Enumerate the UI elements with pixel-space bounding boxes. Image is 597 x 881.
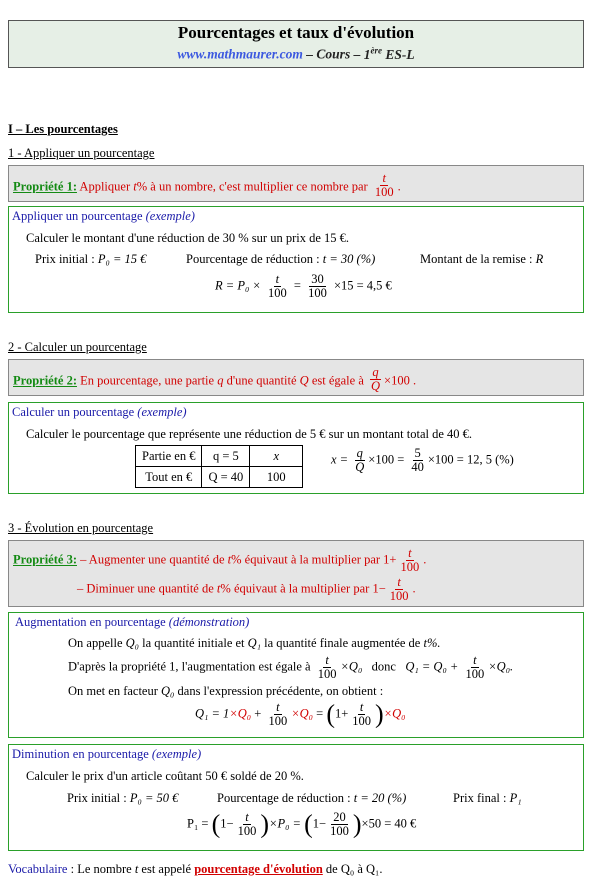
- p3-t2: t: [216, 581, 221, 596]
- p2-text: En pourcentage, une partie: [80, 373, 215, 388]
- aug-den2: 100: [465, 667, 485, 682]
- dim-fin-label: Prix final :: [453, 791, 507, 805]
- ex1-red-label: Pourcentage de réduction :: [186, 252, 320, 266]
- aug-l3b: dans l'expression précédente, on obtient :: [177, 684, 384, 698]
- p2-fraction: [369, 366, 382, 393]
- ex2-title-em: (exemple): [137, 405, 187, 419]
- aug-num4: t: [359, 700, 364, 714]
- dim-den1: 100: [237, 824, 257, 839]
- subtitle-cours: Cours: [316, 46, 351, 62]
- p3-l1b: équivaut à la multiplier par: [244, 552, 381, 567]
- dim-prix: [67, 791, 178, 806]
- right-paren: ): [352, 809, 362, 839]
- proportion-table: [135, 445, 303, 488]
- aug-line1: [68, 636, 440, 651]
- p2-num: q: [372, 365, 379, 379]
- aug-line2: [68, 654, 513, 681]
- p3-num1: t: [408, 546, 412, 560]
- dim-red-val: t = 20 (%): [353, 791, 407, 805]
- p3-frac1: [398, 547, 421, 574]
- aug-frac3: [266, 701, 289, 728]
- ex1-red: [186, 252, 375, 267]
- p2-q: q: [217, 373, 224, 388]
- aug-fe: =: [316, 706, 324, 721]
- right-paren: ): [260, 809, 270, 839]
- p3-l2b: équivaut à la multiplier par: [233, 581, 370, 596]
- dim-title: [12, 747, 201, 762]
- dim-fd: 1−: [312, 816, 327, 831]
- subsection-1: 1 - Appliquer un pourcentage: [8, 146, 155, 160]
- aug-frac2: [463, 654, 486, 681]
- ex1-line1: Calculer le montant d'une réduction de 30 % sur un prix de 15 €.: [26, 231, 350, 245]
- vocab-text3: de Q₀ à Q₁.: [325, 862, 383, 876]
- aug-frac1: [316, 654, 339, 681]
- p3-l1: – Augmenter une quantité de: [80, 552, 225, 567]
- p1-t: t: [133, 179, 137, 194]
- ex1-f-left: R = P₀ ×: [215, 278, 261, 293]
- p3-den1: 100: [400, 560, 420, 575]
- ex1-prix: [35, 252, 146, 267]
- subtitle-dash-2: –: [353, 46, 361, 62]
- subsection-2: 2 - Calculer un pourcentage: [8, 340, 147, 354]
- ex1-title: Appliquer un pourcentage: [12, 209, 143, 223]
- ex2-mid: ×100 =: [368, 452, 405, 467]
- dim-den2: 100: [330, 824, 349, 839]
- dim-fin-val: P₁: [509, 791, 522, 805]
- ex1-den2: 100: [308, 286, 327, 301]
- p3-pct2: %: [220, 581, 231, 596]
- aug-title: [15, 615, 249, 630]
- vocab-label: Vocabulaire: [8, 862, 68, 876]
- property-1-text: Propriété 1: Appliquer t% à un nombre, c'est multiplier ce nombre par $\frac{t}{100}$ .: [13, 171, 401, 200]
- aug-den3: 100: [268, 714, 288, 729]
- ex2-den1: Q: [355, 460, 365, 475]
- ex1-prix-label: Prix initial :: [35, 252, 95, 266]
- left-paren: (: [211, 809, 221, 839]
- ex1-eq: =: [293, 278, 301, 293]
- property-3-label: Propriété 3:: [13, 552, 77, 567]
- ex2-den2: 40: [411, 460, 424, 475]
- aug-num2: t: [473, 653, 477, 667]
- vocab-text2: est appelé: [141, 862, 192, 876]
- aug-l3: On met en facteur: [68, 684, 158, 698]
- aug-Q1: Q₁: [247, 636, 262, 650]
- example-2-box: [8, 402, 584, 494]
- property-3-line2: – Diminuer une quantité de t% équivaut à la multiplier par 1− $\frac{t}{100}$ .: [77, 575, 416, 604]
- ex1-frac2: [306, 273, 329, 300]
- dim-fin: [453, 791, 522, 806]
- aug-l1b: la quantité initiale et: [142, 636, 245, 650]
- subtitle-level: [364, 47, 415, 62]
- ex1-num2: 30: [311, 272, 324, 286]
- ex1-num1: t: [275, 272, 280, 286]
- p1-fraction: [373, 172, 396, 199]
- ex1-title-em: (exemple): [145, 209, 195, 223]
- p3-den2: 100: [389, 589, 409, 604]
- p3-num2: t: [397, 575, 401, 589]
- table-cell: q = 5: [202, 446, 250, 467]
- p3-minus: 1−: [372, 581, 386, 596]
- dim-fe: ×50 = 40 €: [361, 816, 417, 831]
- right-paren: ): [375, 699, 384, 729]
- ex1-rest: ×15 = 4,5 €: [333, 278, 392, 293]
- aug-fd: ×Q₀: [291, 706, 313, 721]
- aug-l1a: On appelle: [68, 636, 123, 650]
- aug-ff: 1+: [334, 706, 349, 721]
- aug-fg: ×Q₀: [383, 706, 406, 721]
- table-row: [136, 467, 303, 488]
- dim-title-text: Diminution en pourcentage: [12, 747, 149, 761]
- p3-t1: t: [227, 552, 232, 567]
- ex1-prix-val: P₀ = 15 €: [97, 252, 147, 266]
- dim-frac1: [236, 811, 259, 838]
- ex2-formula: [331, 447, 514, 474]
- ex1-den1: 100: [268, 286, 287, 301]
- site-link[interactable]: www.mathmaurer.com: [177, 46, 303, 62]
- aug-formula: [195, 701, 406, 728]
- aug-den4: 100: [352, 714, 372, 729]
- p3-l2: – Diminuer une quantité de: [77, 581, 214, 596]
- dim-fc: ×P₀ =: [269, 816, 301, 831]
- dim-red-label: Pourcentage de réduction :: [217, 791, 351, 805]
- table-cell: Tout en €: [136, 467, 202, 488]
- left-paren: (: [304, 809, 313, 839]
- dim-red: [217, 791, 406, 806]
- property-2-text: [13, 365, 417, 395]
- table-cell: Q = 40: [202, 467, 250, 488]
- p2-text2: d'une quantité: [226, 373, 297, 388]
- ex2-f-left: x =: [331, 452, 349, 467]
- subtitle-dash-1: –: [306, 46, 314, 62]
- aug-title-em: (démonstration): [168, 615, 250, 629]
- table-row: [136, 446, 303, 467]
- ex2-frac2: [409, 447, 426, 474]
- p1-num: t: [382, 171, 386, 185]
- dim-prix-label: Prix initial :: [67, 791, 127, 805]
- ex2-num1: q: [356, 446, 363, 460]
- aug-Q0: Q₀: [125, 636, 139, 650]
- ex1-formula: [215, 273, 392, 300]
- level-sup: ère: [370, 45, 382, 55]
- table-cell: 100: [250, 467, 303, 488]
- aug-l2b: ×Q₀: [340, 659, 363, 674]
- dim-formula: [187, 811, 416, 838]
- aug-l2e: ×Q₀.: [488, 659, 514, 674]
- aug-frac4: [350, 701, 373, 728]
- p2-end: ×100 .: [384, 373, 417, 388]
- aug-l1d: t%.: [423, 636, 441, 650]
- p2-text3: est égale à: [311, 373, 364, 388]
- property-2-box: [8, 359, 584, 396]
- aug-l2a: D'après la propriété 1, l'augmentation est égale à: [68, 659, 311, 674]
- property-1-box: [8, 165, 584, 202]
- left-paren: (: [326, 699, 335, 729]
- p1-text: Appliquer: [79, 179, 131, 194]
- p3-plus: 1+: [383, 552, 397, 567]
- aug-l3-Q0: Q₀: [161, 684, 175, 698]
- dim-line1: Calculer le prix d'un article coûtant 50 € soldé de 20 %.: [26, 769, 304, 783]
- table-cell: Partie en €: [136, 446, 202, 467]
- ex1-rem: [420, 252, 543, 267]
- dim-prix-val: P₀ = 50 €: [129, 791, 179, 805]
- property-1-label: Propriété 1:: [13, 179, 77, 194]
- aug-l2d: Q₁ = Q₀ +: [405, 659, 459, 674]
- page-subtitle: [9, 45, 583, 63]
- page-title: Pourcentages et taux d'évolution: [177, 23, 415, 42]
- aug-fa: Q₁ = 1: [195, 706, 230, 721]
- p1-text2: à un nombre, c'est multiplier ce nombre par: [150, 179, 368, 194]
- diminution-box: [8, 744, 584, 851]
- aug-fb: ×Q₀: [229, 706, 252, 721]
- dim-num1: t: [245, 810, 249, 824]
- example-2-title: [12, 405, 187, 420]
- ex1-rem-val: R: [535, 252, 544, 266]
- vocab-t: t: [134, 862, 139, 876]
- property-2-label: Propriété 2:: [13, 373, 77, 388]
- ex2-num2: 5: [414, 446, 421, 460]
- track: ES-L: [385, 46, 415, 62]
- section-title-1: I – Les pourcentages: [8, 122, 118, 136]
- level-number: 1: [363, 46, 371, 62]
- p3-frac2: [388, 576, 411, 603]
- ex1-red-val: t = 30 (%): [322, 252, 376, 266]
- dim-title-em: (exemple): [151, 747, 202, 761]
- ex1-rem-label: Montant de la remise :: [420, 252, 533, 266]
- dim-fa: P₁ =: [187, 816, 209, 831]
- p2-Q: Q: [299, 373, 309, 388]
- aug-num3: t: [276, 700, 280, 714]
- vocab-term: pourcentage d'évolution: [194, 862, 323, 876]
- dim-num2: 20: [333, 810, 346, 824]
- vocab-text: : Le nombre: [70, 862, 132, 876]
- aug-l2c: donc: [371, 659, 396, 674]
- subsection-3: 3 - Évolution en pourcentage: [8, 521, 154, 535]
- aug-den1: 100: [317, 667, 337, 682]
- aug-num1: t: [325, 653, 329, 667]
- table-cell: x: [250, 446, 303, 467]
- property-3-line1: Propriété 3: – Augmenter une quantité de t% équivaut à la multiplier par 1+ $\frac{t}{100}$ .: [13, 546, 427, 575]
- aug-title-text: Augmentation en pourcentage: [15, 615, 166, 629]
- aug-l1c: la quantité finale augmentée de: [264, 636, 421, 650]
- p2-den: Q: [371, 379, 381, 394]
- p3-pct1: %: [231, 552, 242, 567]
- augmentation-box: [8, 612, 584, 738]
- dim-frac2: [328, 811, 351, 838]
- p1-den: 100: [374, 185, 394, 200]
- ex2-rest: ×100 = 12, 5 (%): [427, 452, 514, 467]
- example-1-title: [12, 209, 195, 224]
- ex1-frac1: [266, 273, 289, 300]
- aug-fc: +: [254, 706, 262, 721]
- p1-pct: %: [136, 179, 148, 194]
- vocabulary-line: [8, 862, 383, 877]
- ex2-frac1: [353, 447, 366, 474]
- example-1-box: [8, 206, 584, 313]
- ex2-title: Calculer un pourcentage: [12, 405, 135, 419]
- ex2-line1: Calculer le pourcentage que représente une réduction de 5 € sur un montant total de 40 €.: [26, 427, 473, 441]
- page-header: [8, 20, 584, 68]
- aug-line3: [68, 684, 383, 699]
- dim-fb: 1−: [220, 816, 234, 831]
- property-3-box: [8, 540, 584, 607]
